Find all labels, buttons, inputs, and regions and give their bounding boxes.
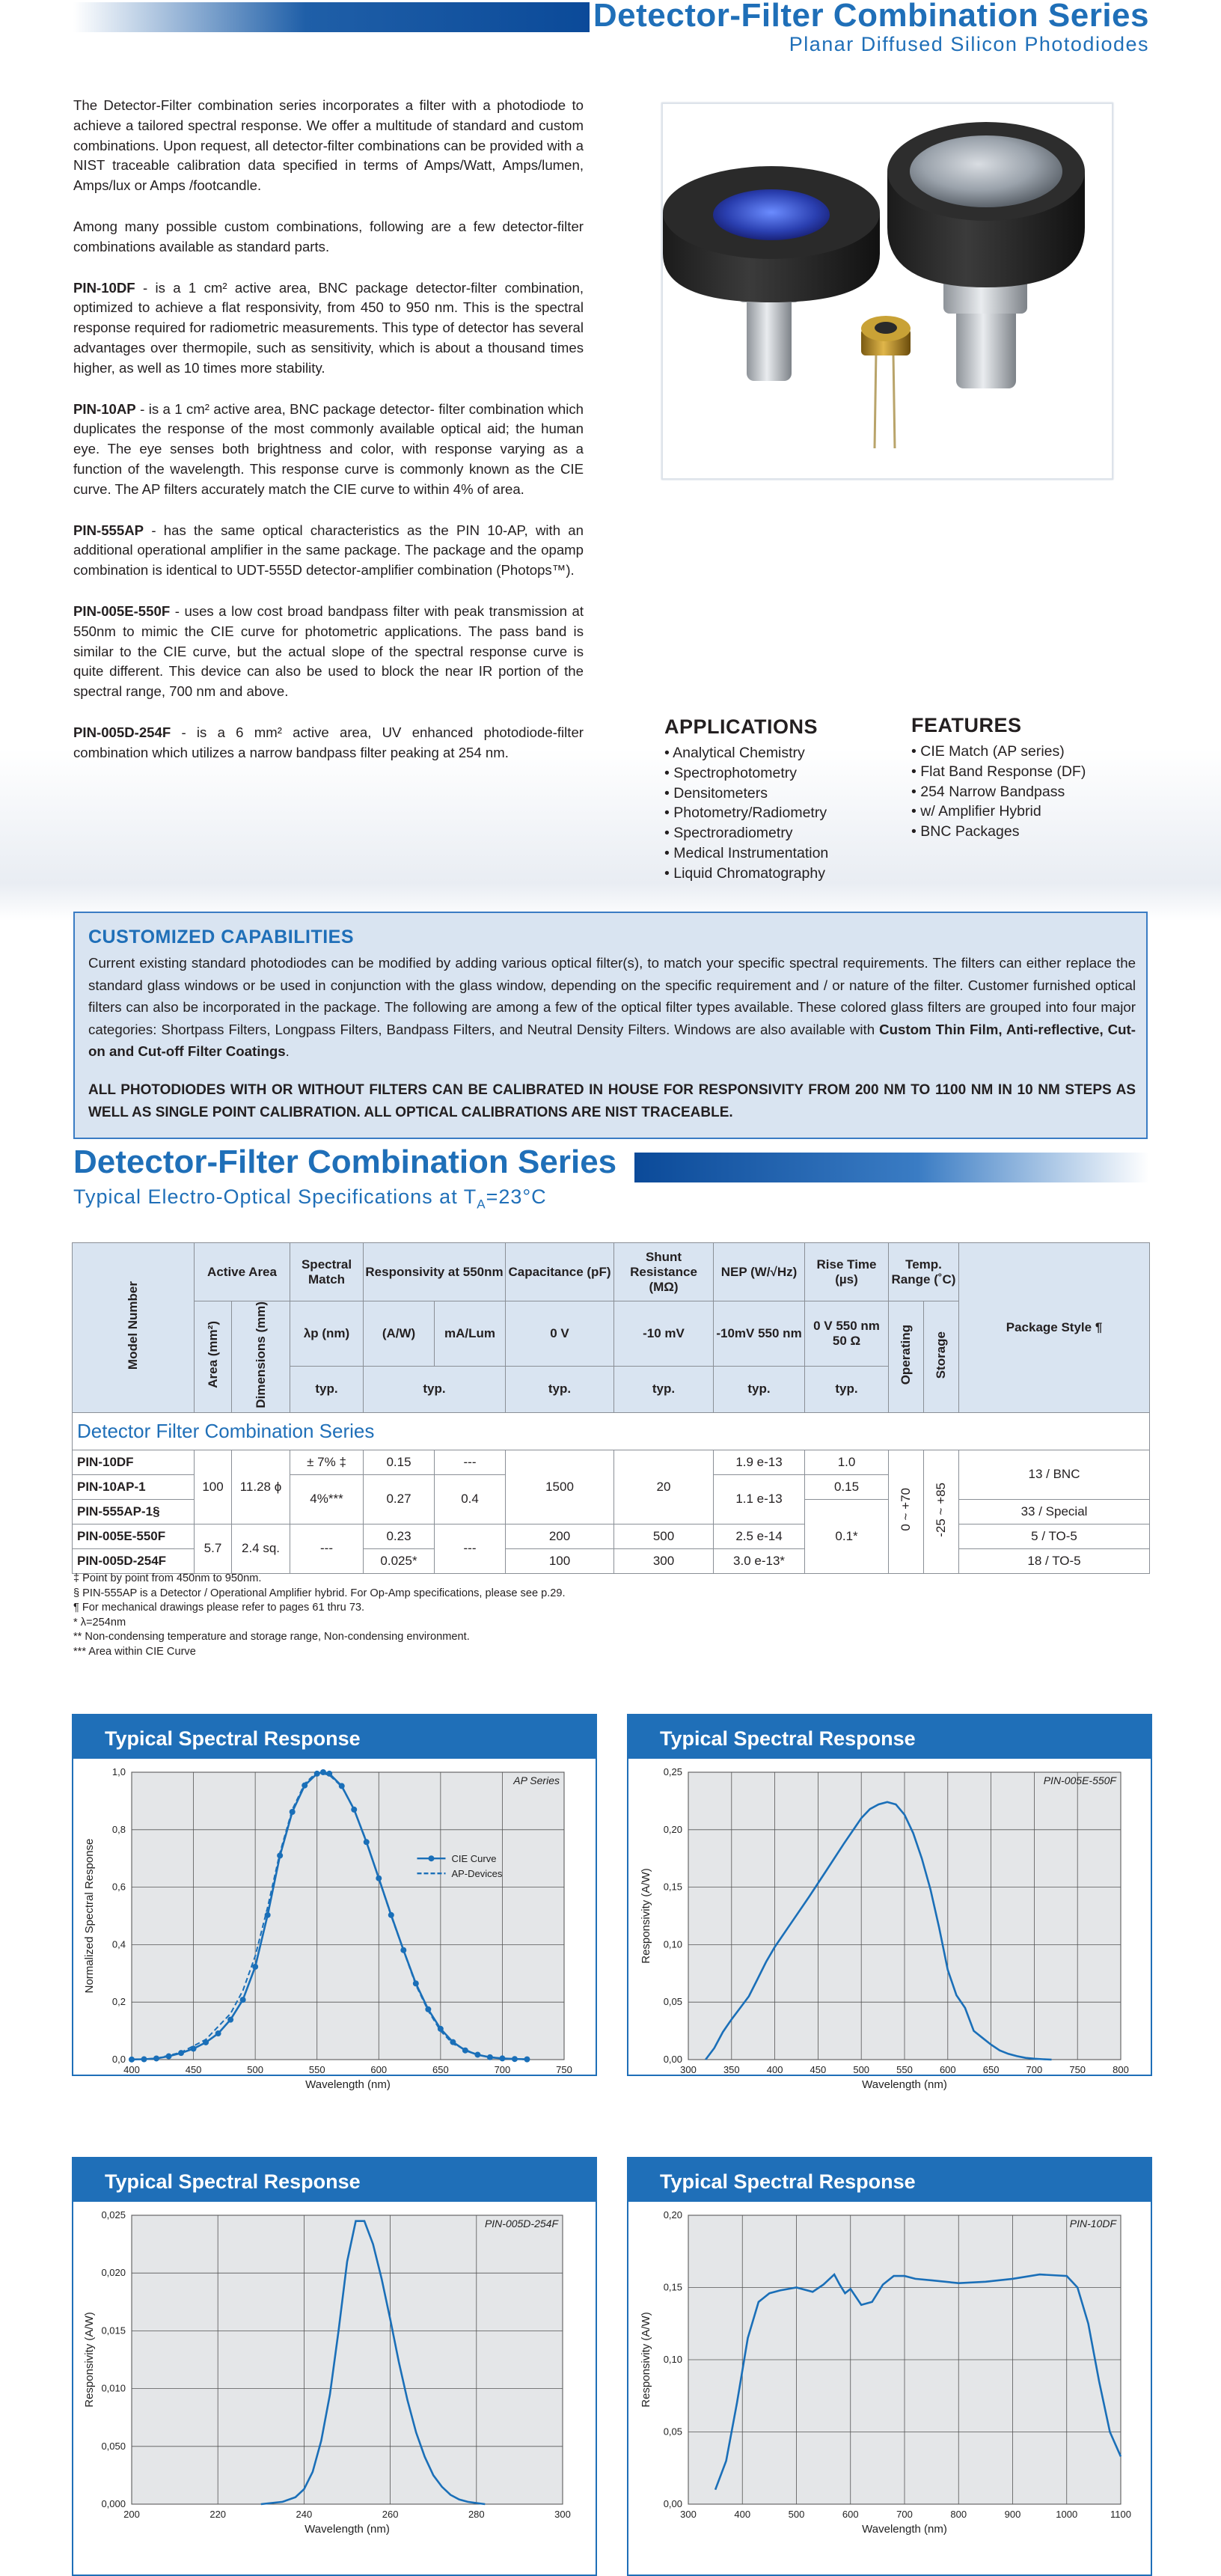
model-cell: PIN-555AP-1§	[73, 1499, 195, 1524]
chart-annotation: PIN-005D-254F	[484, 2218, 558, 2229]
header-typ: typ.	[290, 1366, 364, 1412]
chart-title: Typical Spectral Response	[628, 1715, 1151, 1759]
capabilities-coatings: Custom Thin Film, Anti-reflective, Cut-on and Cut-off Filter Coatings	[88, 1021, 1136, 1059]
x-tick-label: 550	[308, 2064, 325, 2075]
package-cell: 5 / TO-5	[959, 1524, 1150, 1548]
features-list	[911, 714, 1086, 842]
list-item: • Analytical Chemistry	[664, 745, 805, 761]
y-tick-label: 0,050	[101, 2440, 126, 2452]
x-tick-label: 700	[494, 2064, 511, 2075]
product-description: - is a 1 cm² active area, BNC package detector-filter combination, optimized to achieve a flat responsivity, from 450 to 950 nm. This is the spectral response required for radiometric measurements. This type of detector has several advantages over thermopile, such as sensitivity, which is about a thousand times higher, as well as 10 times more stability.	[73, 279, 584, 376]
header-typ: typ.	[506, 1366, 614, 1412]
x-tick-label: 550	[896, 2064, 913, 2075]
header-ma-lum: mA/Lum	[435, 1301, 506, 1367]
header-nep: NEP (W/√Hz)	[714, 1243, 805, 1301]
plot-area	[132, 1772, 564, 2060]
dimensions-cell: 11.28 ϕ	[232, 1450, 290, 1524]
data-point	[215, 2030, 221, 2036]
x-tick-label: 500	[788, 2509, 805, 2520]
x-tick-label: 280	[468, 2509, 485, 2520]
note: *** Area within CIE Curve	[73, 1645, 196, 1658]
list-item: • 254 Narrow Bandpass	[911, 783, 1065, 800]
x-tick-label: 240	[296, 2509, 313, 2520]
x-tick-label: 750	[556, 2064, 572, 2075]
x-tick-label: 200	[123, 2509, 140, 2520]
table-notes	[73, 1572, 566, 1659]
x-tick-label: 300	[554, 2509, 571, 2520]
specs-title: Detector-Filter Combination Series	[73, 1144, 617, 1180]
area-cell: 5.7	[195, 1524, 232, 1573]
header-typ: typ.	[805, 1366, 889, 1412]
product-pin-10df	[73, 278, 584, 379]
y-tick-label: 0,00	[663, 2054, 682, 2065]
product-name: PIN-005E-550F	[73, 602, 171, 619]
y-tick-label: 0,6	[111, 1881, 126, 1893]
header-nep-cond: -10mV 550 nm	[714, 1301, 805, 1367]
y-tick-label: 0,20	[663, 2209, 682, 2221]
header-typ: typ.	[714, 1366, 805, 1412]
x-axis-label: Wavelength (nm)	[305, 2523, 390, 2536]
list-item: • Photometry/Radiometry	[664, 805, 827, 822]
responsivity-aw-cell: 0.15	[364, 1450, 435, 1474]
table-row	[73, 1450, 1150, 1474]
x-axis-label: Wavelength (nm)	[862, 2078, 947, 2091]
spectral-response-chart	[628, 2202, 1151, 2575]
data-point	[240, 1997, 246, 2003]
chart-panel-254f	[72, 2157, 597, 2576]
x-tick-label: 900	[1004, 2509, 1021, 2520]
model-cell: PIN-10AP-1	[73, 1474, 195, 1499]
area-cell: 100	[195, 1450, 232, 1524]
x-tick-label: 450	[810, 2064, 827, 2075]
header-accent-bar	[73, 2, 590, 32]
responsivity-aw-cell: 0.23	[364, 1524, 435, 1548]
y-axis-label: Responsivity (A/W)	[640, 2312, 652, 2408]
applications-title: APPLICATIONS	[664, 715, 818, 738]
y-tick-label: 0,8	[111, 1823, 126, 1835]
header-active-area: Active Area	[195, 1243, 290, 1301]
note: ‡ Point by point from 450nm to 950nm.	[73, 1572, 262, 1584]
spectral-match-cell: ± 7% ‡	[290, 1450, 364, 1474]
header-lambda: λp (nm)	[290, 1301, 364, 1367]
y-tick-label: 0,015	[101, 2325, 126, 2337]
model-cell: PIN-10DF	[73, 1450, 195, 1474]
features-title: FEATURES	[911, 714, 1022, 736]
y-axis-label: Responsivity (A/W)	[83, 2312, 96, 2408]
legend-label: CIE Curve	[451, 1853, 497, 1865]
x-tick-label: 700	[896, 2509, 913, 2520]
x-tick-label: 1100	[1110, 2509, 1131, 2520]
header-aw: (A/W)	[364, 1301, 435, 1367]
x-tick-label: 400	[766, 2064, 783, 2075]
specifications-table	[72, 1242, 1150, 1574]
x-tick-label: 350	[723, 2064, 740, 2075]
chart-annotation: PIN-005E-550F	[1043, 1774, 1116, 1786]
product-description: - is a 6 mm² active area, UV enhanced photodiode-filter combination which utilizes a narrow bandpass filter peaking at 254 nm.	[73, 724, 584, 760]
list-item: • Medical Instrumentation	[664, 844, 829, 861]
data-point	[388, 1912, 394, 1918]
x-tick-label: 300	[680, 2509, 697, 2520]
dimensions-cell: 2.4 sq.	[232, 1524, 290, 1573]
intro-paragraph-2: Among many possible custom combinations, following are a few detector-filter combinations available as standard parts.	[73, 218, 584, 254]
spectral-response-chart	[73, 1759, 596, 2091]
list-item: • Flat Band Response (DF)	[911, 763, 1086, 780]
header-model-number: Model Number	[73, 1243, 195, 1413]
y-tick-label: 0,0	[111, 2054, 126, 2065]
table-group-title: Detector Filter Combination Series	[73, 1412, 1150, 1450]
list-item: • w/ Amplifier Hybrid	[911, 803, 1041, 820]
list-item: • Liquid Chromatography	[664, 864, 825, 882]
y-tick-label: 0,000	[101, 2498, 126, 2509]
x-tick-label: 400	[123, 2064, 140, 2075]
note: * λ=254nm	[73, 1616, 126, 1629]
x-axis-label: Wavelength (nm)	[305, 2078, 391, 2091]
shunt-cell: 20	[614, 1450, 714, 1524]
detector-photo-illustration	[663, 104, 1112, 478]
list-item: • Spectroradiometry	[664, 825, 793, 842]
legend-label: AP-Devices	[451, 1868, 503, 1880]
x-axis-label: Wavelength (nm)	[862, 2523, 947, 2536]
product-name: PIN-10DF	[73, 279, 135, 296]
list-item: • BNC Packages	[911, 823, 1020, 840]
y-tick-label: 0,05	[663, 1996, 682, 2008]
y-tick-label: 0,20	[663, 1823, 682, 1835]
y-tick-label: 0,010	[101, 2382, 126, 2394]
product-name: PIN-005D-254F	[73, 724, 171, 740]
y-tick-label: 0,020	[101, 2267, 126, 2279]
spectral-response-chart	[73, 2202, 596, 2575]
header-spectral-match: Spectral Match	[290, 1243, 364, 1301]
specs-subtitle-subscript: A	[477, 1197, 486, 1212]
x-tick-label: 1000	[1056, 2509, 1078, 2520]
capabilities-text	[88, 952, 1136, 1063]
product-description: - uses a low cost broad bandpass filter with peak transmission at 550nm to mimic the CIE curve for photometric applications. The pass band is similar to the CIE curve, but the actual slope of the spectral response curve is quite different. This device can also be used to block the near IR portion of the spectral range, 700 nm and above.	[73, 602, 584, 700]
x-tick-label: 800	[950, 2509, 967, 2520]
legend-marker	[428, 1855, 434, 1861]
chart-panel-10df	[627, 2157, 1152, 2576]
customized-capabilities-box	[73, 912, 1148, 1139]
y-tick-label: 0,025	[101, 2209, 126, 2221]
page-subtitle: Planar Diffused Silicon Photodiodes	[789, 33, 1149, 55]
data-point	[252, 1964, 258, 1970]
operating-range-cell: 0 ~ +70	[889, 1450, 924, 1573]
capabilities-end: .	[285, 1043, 290, 1059]
list-item: • Densitometers	[664, 784, 768, 802]
chart-panel-ap-series	[72, 1714, 597, 2091]
nep-cell: 1.1 e-13	[714, 1474, 805, 1524]
responsivity-malum-cell: 0.4	[435, 1474, 506, 1524]
shunt-cell: 300	[614, 1548, 714, 1573]
nep-cell: 2.5 e-14	[714, 1524, 805, 1548]
package-cell: 33 / Special	[959, 1499, 1150, 1524]
x-tick-label: 500	[853, 2064, 870, 2075]
product-pin-555ap	[73, 521, 584, 581]
header-shunt-resistance: Shunt Resistance (MΩ)	[614, 1243, 714, 1301]
header-rise-cond: 0 V 550 nm 50 Ω	[805, 1301, 889, 1367]
note: ** Non-condensing temperature and storage range, Non-condensing environment.	[73, 1631, 470, 1643]
header-cap-cond: 0 V	[506, 1301, 614, 1367]
x-tick-label: 500	[247, 2064, 263, 2075]
y-tick-label: 0,15	[663, 2281, 682, 2293]
product-name: PIN-555AP	[73, 522, 144, 538]
nep-cell: 3.0 e-13*	[714, 1548, 805, 1573]
header-dimensions: Dimensions (mm)	[232, 1301, 290, 1413]
y-tick-label: 0,00	[663, 2498, 682, 2509]
y-axis-label: Responsivity (A/W)	[640, 1868, 652, 1964]
model-cell: PIN-005E-550F	[73, 1524, 195, 1548]
y-axis-label: Normalized Spectral Response	[83, 1838, 96, 1994]
intro-text	[73, 96, 584, 784]
header-shunt-cond: -10 mV	[614, 1301, 714, 1367]
responsivity-aw-cell: 0.025*	[364, 1548, 435, 1573]
chart-panel-550f	[627, 1714, 1152, 2091]
header-capacitance: Capacitance (pF)	[506, 1243, 614, 1301]
header-rise-time: Rise Time (µs)	[805, 1243, 889, 1301]
note: § PIN-555AP is a Detector / Operational Amplifier hybrid. For Op-Amp specifications, please see p.29.	[73, 1587, 566, 1599]
product-description: - is a 1 cm² active area, BNC package detector- filter combination which duplicates the response of the most commonly available optical aid; the human eye. The eye senses both brightness and color, with response varying as a function of the wavelength. This response curve is commonly known as the CIE curve. The AP filters accurately match the CIE curve to within 4% of area.	[73, 400, 584, 497]
x-tick-label: 650	[982, 2064, 1000, 2075]
product-pin-10ap	[73, 400, 584, 500]
y-tick-label: 0,10	[663, 2354, 682, 2365]
product-pin-005e-550f	[73, 602, 584, 702]
list-item: • CIE Match (AP series)	[911, 743, 1065, 760]
spectral-response-chart	[628, 1759, 1151, 2091]
storage-range-cell: -25 ~ +85	[924, 1450, 959, 1573]
chart-annotation: PIN-10DF	[1069, 2218, 1116, 2229]
capacitance-cell: 200	[506, 1524, 614, 1548]
rise-time-cell: 0.15	[805, 1474, 889, 1499]
product-pin-005d-254f	[73, 723, 584, 763]
x-tick-label: 650	[432, 2064, 449, 2075]
package-cell: 18 / TO-5	[959, 1548, 1150, 1573]
product-photo	[661, 103, 1113, 480]
chart-annotation: AP Series	[513, 1774, 560, 1786]
specs-subtitle-temp: =23°C	[486, 1185, 547, 1208]
y-tick-label: 0,4	[111, 1938, 126, 1950]
x-tick-label: 600	[370, 2064, 388, 2075]
rise-time-cell: 1.0	[805, 1450, 889, 1474]
x-tick-label: 300	[680, 2064, 697, 2075]
intro-paragraph-1: The Detector-Filter combination series incorporates a filter with a photodiode to achieve a tailored spectral response. We offer a multitude of standard and custom combinations. Upon request, all detector-filter combinations can be provided with a NIST traceable calibration data specified in terms of Amps/Watt, Amps/lumen, Amps/lux or Amps /footcandle.	[73, 97, 584, 194]
rise-time-cell: 0.1*	[805, 1499, 889, 1573]
capacitance-cell: 1500	[506, 1450, 614, 1524]
specs-subtitle-text: Typical Electro-Optical Specifications at T	[73, 1185, 477, 1208]
capabilities-body: Current existing standard photodiodes can be modified by adding various optical filter(s), to match your specific spectral requirements. The filters can either replace the standard glass windows or be used in conjunction with the glass window, depending on the specific requirement and / or nature of the filter. Customer furnished optical filters can also be incorporated in the package. The following are among a few of the optical filter types available. These colored glass filters are grouped into four major categories: Shortpass Filters, Longpass Filters, Bandpass Filters, and Neutral Density Filters. Windows are also available with	[88, 955, 1136, 1037]
data-point	[326, 1771, 332, 1777]
x-tick-label: 260	[382, 2509, 399, 2520]
product-name: PIN-10AP	[73, 400, 136, 417]
responsivity-malum-cell: ---	[435, 1450, 506, 1474]
y-tick-label: 0,15	[663, 1881, 682, 1893]
header-package-style: Package Style ¶	[959, 1243, 1150, 1413]
nep-cell: 1.9 e-13	[714, 1450, 805, 1474]
chart-title: Typical Spectral Response	[73, 1715, 596, 1759]
y-tick-label: 0,2	[111, 1996, 126, 2008]
applications-list	[664, 715, 828, 884]
header-area: Area (mm²)	[195, 1301, 232, 1413]
list-item: • Spectrophotometry	[664, 764, 797, 781]
x-tick-label: 700	[1026, 2064, 1043, 2075]
package-cell: 13 / BNC	[959, 1450, 1150, 1499]
page-title: Detector-Filter Combination Series	[593, 0, 1149, 34]
note: ¶ For mechanical drawings please refer to pages 61 thru 73.	[73, 1602, 365, 1614]
responsivity-aw-cell: 0.27	[364, 1474, 435, 1524]
capacitance-cell: 100	[506, 1548, 614, 1573]
y-tick-label: 0,05	[663, 2426, 682, 2438]
calibration-notice: ALL PHOTODIODES WITH OR WITHOUT FILTERS CAN BE CALIBRATED IN HOUSE FOR RESPONSIVITY FROM 200 NM TO 1100 NM IN 10 NM STEPS AS WELL AS SINGLE POINT CALIBRATION. ALL OPTICAL CALIBRATIONS ARE NIST TRACEABLE.	[88, 1082, 1136, 1120]
data-point	[227, 2017, 233, 2023]
table-row	[73, 1524, 1150, 1548]
header-storage: Storage	[924, 1301, 959, 1413]
x-tick-label: 450	[185, 2064, 202, 2075]
header-responsivity: Responsivity at 550nm	[364, 1243, 506, 1301]
x-tick-label: 800	[1113, 2064, 1129, 2075]
responsivity-malum-cell: ---	[435, 1524, 506, 1573]
x-tick-label: 400	[734, 2509, 751, 2520]
chart-title: Typical Spectral Response	[73, 2158, 596, 2202]
specs-accent-bar	[634, 1153, 1149, 1182]
specs-subtitle	[73, 1185, 547, 1212]
x-tick-label: 600	[939, 2064, 956, 2075]
header-operating: Operating	[889, 1301, 924, 1413]
chart-title: Typical Spectral Response	[628, 2158, 1151, 2202]
x-tick-label: 600	[842, 2509, 859, 2520]
y-tick-label: 1,0	[111, 1766, 126, 1777]
x-tick-label: 220	[209, 2509, 227, 2520]
shunt-cell: 500	[614, 1524, 714, 1548]
y-tick-label: 0,25	[663, 1766, 682, 1777]
header-typ: typ.	[614, 1366, 714, 1412]
product-description: - has the same optical characteristics as the PIN 10-AP, with an additional operational amplifier in the same package. The package and the opamp combination is identical to UDT-555D detector-amplifier combination (Photops™).	[73, 522, 584, 579]
model-cell: PIN-005D-254F	[73, 1548, 195, 1573]
spectral-match-cell: ---	[290, 1524, 364, 1573]
header-typ: typ.	[364, 1366, 506, 1412]
y-tick-label: 0,10	[663, 1938, 682, 1950]
header-temp-range: Temp. Range (˚C)	[889, 1243, 959, 1301]
spectral-match-cell: 4%***	[290, 1474, 364, 1524]
capabilities-title: CUSTOMIZED CAPABILITIES	[88, 927, 355, 947]
x-tick-label: 750	[1069, 2064, 1086, 2075]
